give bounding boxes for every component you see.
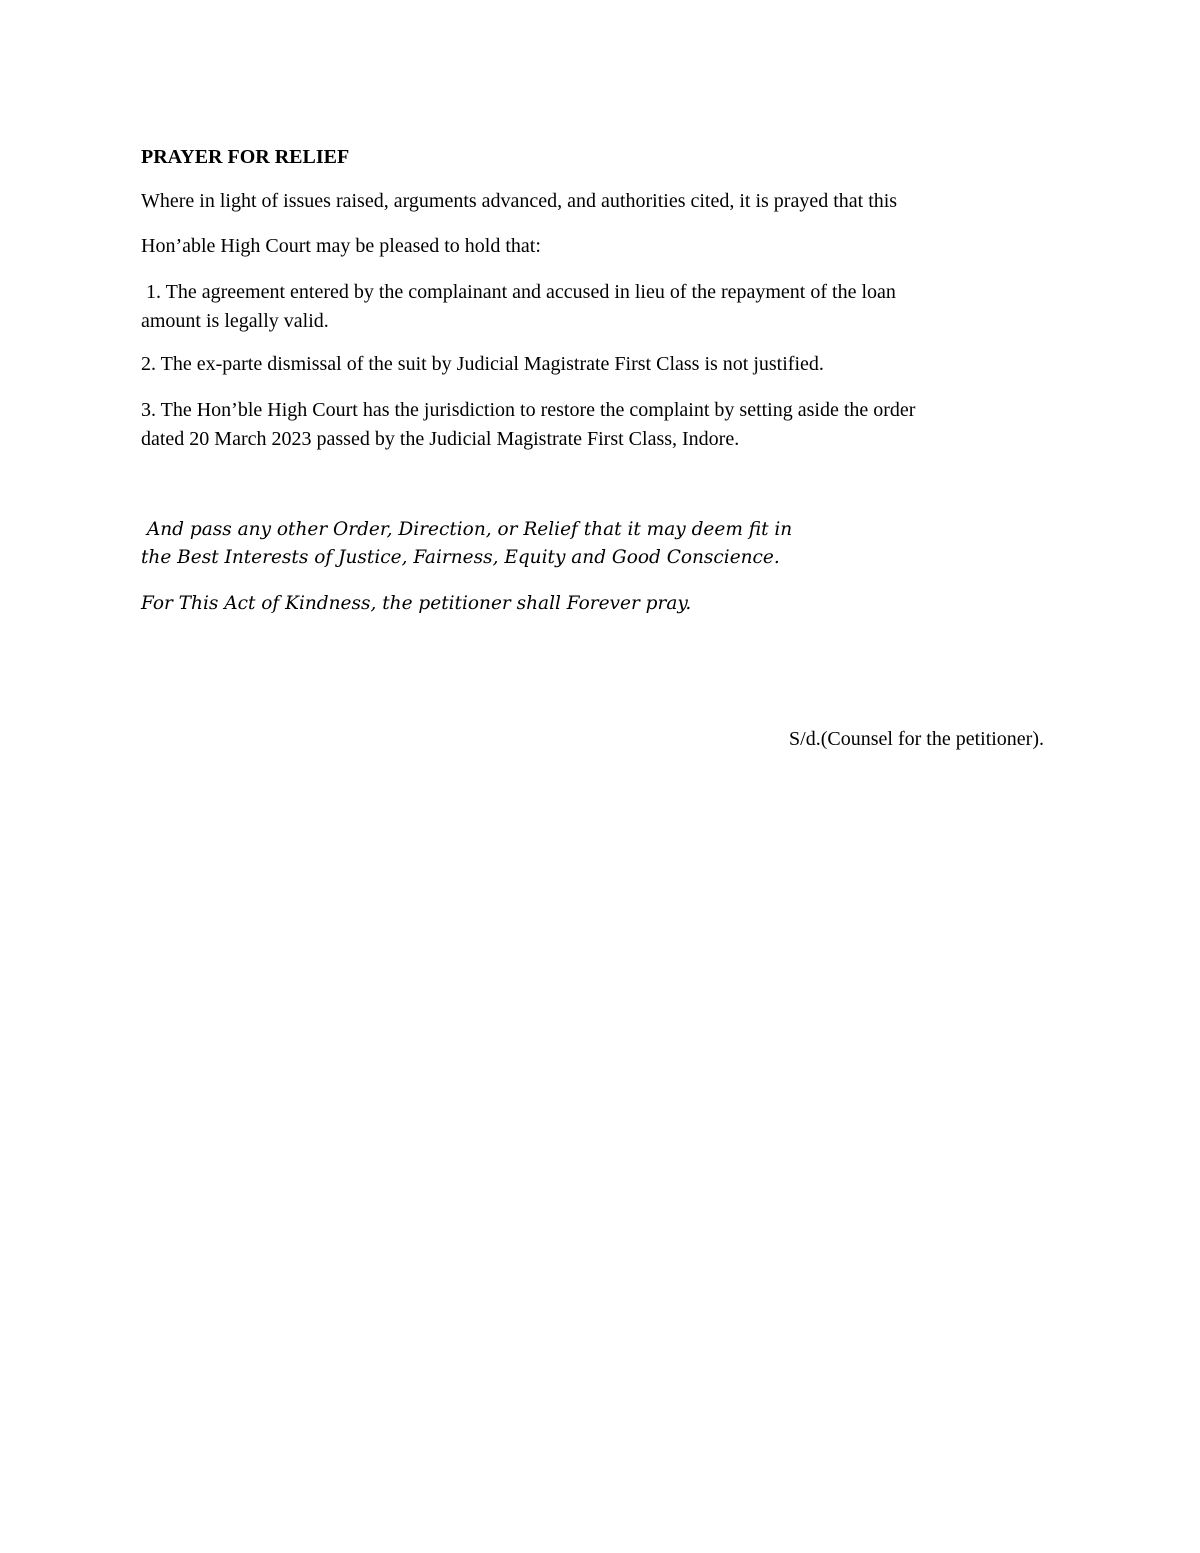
closing-prayer-line-2: the Best Interests of Justice, Fairness, Equity and Good Conscience. <box>141 547 780 568</box>
intro-text-line-1: Where in light of issues raised, arguments advanced, and authorities cited, it is prayed that this <box>141 190 898 212</box>
closing-prayer-line-3: For This Act of Kindness, the petitioner shall Forever pray. <box>141 593 692 614</box>
prayer-item-1-line-2: amount is legally valid. <box>141 310 329 332</box>
prayer-item-3-line-1: 3. The Hon’ble High Court has the jurisdiction to restore the complaint by setting aside the order <box>141 399 916 421</box>
signature-line: S/d.(Counsel for the petitioner). <box>789 728 1044 750</box>
prayer-item-3-line-2: dated 20 March 2023 passed by the Judicial Magistrate First Class, Indore. <box>141 428 740 450</box>
prayer-item-2-line-1: 2. The ex-parte dismissal of the suit by Judicial Magistrate First Class is not justified. <box>141 353 824 375</box>
closing-prayer-line-1: And pass any other Order, Direction, or Relief that it may deem fit in <box>141 519 793 540</box>
intro-text-line-2: Hon’able High Court may be pleased to hold that: <box>141 235 541 257</box>
prayer-item-1-line-1: 1. The agreement entered by the complainant and accused in lieu of the repayment of the loan <box>141 281 896 303</box>
section-heading: PRAYER FOR RELIEF <box>141 146 350 168</box>
